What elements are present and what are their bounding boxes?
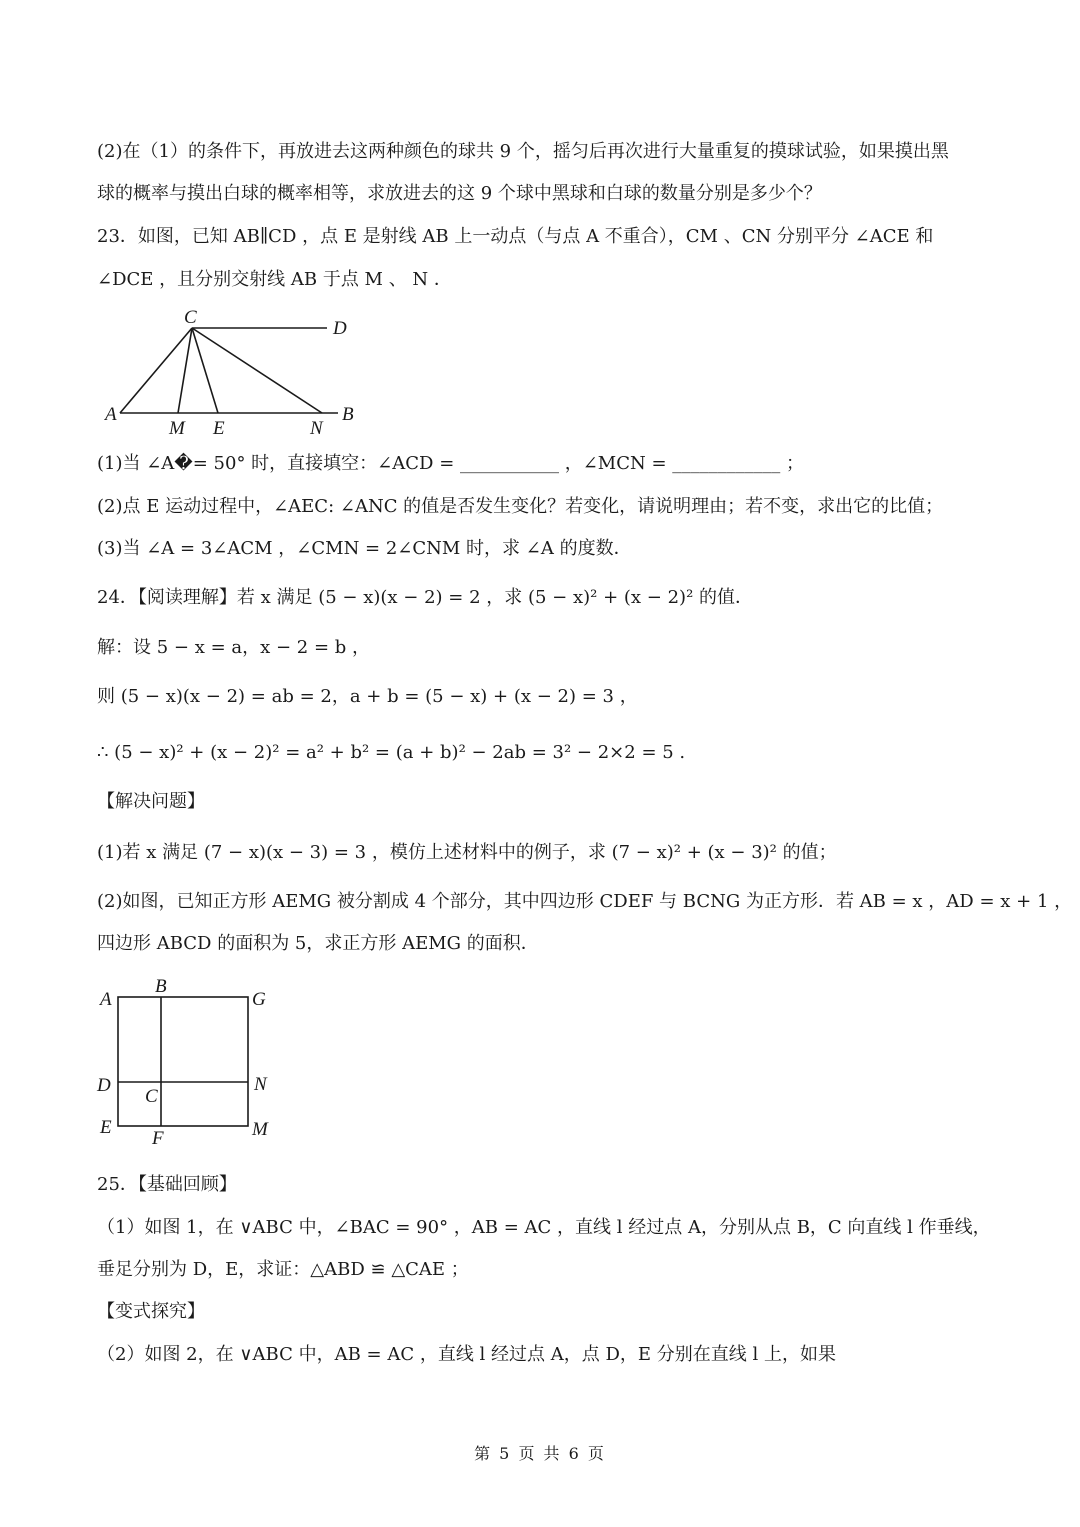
text-line: 垂足分别为 D，E，求证：△ABD ≌ △CAE ； (97, 1259, 469, 1280)
label-D: D (333, 318, 347, 339)
section-heading: 【变式探究】 (97, 1301, 205, 1322)
text-line: (1)若 x 满足 (7 − x)(x − 3) = 3 ，模仿上述材料中的例子，求 (7 − x)² + (x − 3)² 的值； (97, 842, 837, 863)
label-M: M (252, 1119, 268, 1140)
text-line: （1）如图 1，在 ∨ABC 中，∠BAC = 90° ，AB = AC ，直线 l 经过点 A，分别从点 B，C 向直线 l 作垂线， (97, 1217, 991, 1238)
label-B: B (342, 404, 354, 425)
page-footer: 第 5 页 共 6 页 (474, 1444, 606, 1463)
label-E: E (100, 1117, 112, 1138)
question-24-title: 24．【阅读理解】若 x 满足 (5 − x)(x − 2) = 2 ，求 (5 − x)² + (x − 2)² 的值． (97, 587, 754, 608)
text-line: (2)在（1）的条件下，再放进去这两种颜色的球共 9 个，摇匀后再次进行大量重复的摸球试验，如果摸出黑 (97, 141, 949, 162)
label-A: A (100, 989, 112, 1010)
label-G: G (252, 989, 266, 1010)
label-N: N (254, 1074, 267, 1095)
label-E: E (213, 418, 225, 439)
text-line: （2）如图 2，在 ∨ABC 中，AB = AC ，直线 l 经过点 A，点 D，E 分别在直线 l 上，如果 (97, 1344, 836, 1365)
text-line: 四边形 ABCD 的面积为 5，求正方形 AEMG 的面积． (97, 933, 539, 954)
label-M: M (169, 418, 185, 439)
label-C: C (184, 307, 197, 328)
text-line: 则 (5 − x)(x − 2) = ab = 2，a + b = (5 − x) + (x − 2) = 3 ， (97, 686, 638, 707)
question-25-title: 25．【基础回顾】 (97, 1174, 237, 1195)
text-line: 解：设 5 − x = a，x − 2 = b ， (97, 637, 371, 658)
label-F: F (152, 1128, 164, 1149)
figure-square (90, 972, 290, 1152)
question-23-title: 23．如图，已知 AB∥CD ，点 E 是射线 AB 上一动点（与点 A 不重合），CM 、CN 分别平分 ∠ACE 和 (97, 226, 934, 247)
text-line: (1)当 ∠A�= 50° 时，直接填空：∠ACD = ___________ ，∠MCN = ____________ ； (97, 453, 804, 474)
label-C: C (145, 1086, 158, 1107)
label-D: D (97, 1075, 111, 1096)
figure-triangle (100, 305, 370, 440)
text-line: ∠DCE ，且分别交射线 AB 于点 M 、 N ． (97, 269, 452, 290)
text-line: (2)点 E 运动过程中，∠AEC: ∠ANC 的值是否发生变化？若变化，请说明理由；若不变，求出它的比值； (97, 496, 944, 517)
text-line: (3)当 ∠A = 3∠ACM ，∠CMN = 2∠CNM 时，求 ∠A 的度数． (97, 538, 632, 559)
text-line: 球的概率与摸出白球的概率相等，求放进去的这 9 个球中黑球和白球的数量分别是多少个？ (97, 183, 822, 204)
section-heading: 【解决问题】 (97, 791, 205, 812)
text-line: ∴ (5 − x)² + (x − 2)² = a² + b² = (a + b)² − 2ab = 3² − 2×2 = 5 . (97, 742, 686, 763)
text-line: (2)如图，已知正方形 AEMG 被分割成 4 个部分，其中四边形 CDEF 与 BCNG 为正方形．若 AB = x ，AD = x + 1 ， (97, 891, 1073, 912)
label-B: B (155, 976, 167, 997)
label-N: N (310, 418, 323, 439)
label-A: A (105, 404, 117, 425)
